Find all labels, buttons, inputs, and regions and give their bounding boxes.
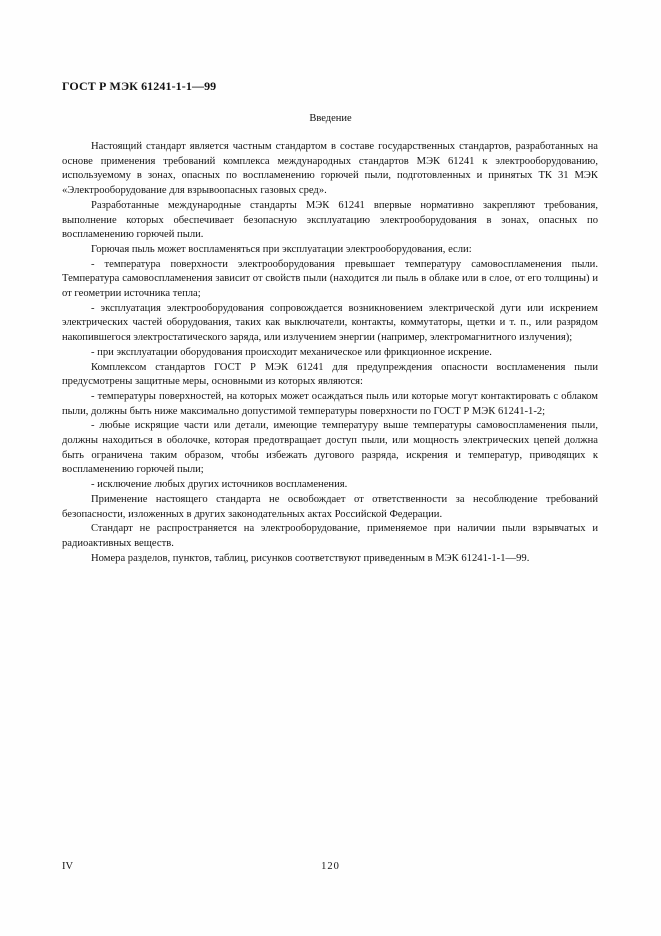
list-item: - исключение любых других источников воспламенения. [91,479,348,491]
document-code: ГОСТ Р МЭК 61241-1-1—99 [62,79,217,93]
section-title: Введение [309,113,352,124]
body-text [62,140,598,566]
list-item: - при эксплуатации оборудования происходит механическое или фрикционное искрение. [91,346,492,358]
list-item: - температура поверхности электрооборудования превышает температуру самовоспламенения пыли. Температура самовоспламенения зависит от свойств пыли (находится ли пыль в облаке или в слое, от его толщины) и от геометрии источника тепла; [62,258,598,300]
paragraph: Разработанные международные стандарты МЭК 61241 впервые нормативно закрепляют требования, выполнение которых обеспечивает безопасную эксплуатацию электрооборудования в зонах, опасных по воспламенению горючей пыли. [62,199,598,241]
paragraph: Применение настоящего стандарта не освобождает от ответственности за несоблюдение требований безопасности, изложенных в других законодательных актах Российской Федерации. [62,493,598,520]
paragraph: Номера разделов, пунктов, таблиц, рисунков соответствуют приведенным в МЭК 61241-1-1—99. [91,552,530,564]
list-item: - любые искрящие части или детали, имеющие температуру выше температуры самовоспламенения пыли, должны находиться в оболочке, которая предотвращает доступ пыли, или мощность электрических цепей должна быть ограничена таким образом, чтобы избежать дугового разряда, искрения и температур, приводящих к воспламенению горючей пыли; [62,420,598,476]
paragraph: Стандарт не распространяется на электрооборудование, применяемое при наличии пыли взрывчатых и радиоактивных веществ. [62,523,598,549]
list-item: - температуры поверхностей, на которых может осаждаться пыль или которые могут контактировать с облаком пыли, должны быть ниже максимально допустимой температуры поверхности по ГОСТ Р МЭК 61241-1-2; [62,390,598,417]
paragraph: Настоящий стандарт является частным стандартом в составе государственных стандартов, разработанных на основе применения требований комплекса международных стандартов МЭК 61241 к электрооборудованию, используемому в зонах, опасных по воспламенению горючей пыли, подготовленных и принятых ТК 31 МЭК «Электрооборудование для взрывоопасных газовых сред». [62,141,598,197]
list-item: - эксплуатация электрооборудования сопровождается возникновением электрической дуги или искрением электрических частей оборудования, таких как выключатели, контакты, коммутаторы, щетки и т. п., или разрядом накопившегося электростатического заряда, или излучением энергии (например, электромагнитного излучения); [62,302,598,344]
paragraph: Горючая пыль может воспламеняться при эксплуатации электрооборудования, если: [91,243,472,255]
page-number: 120 [321,861,340,872]
section-roman-numeral: IV [62,861,74,872]
paragraph: Комплексом стандартов ГОСТ Р МЭК 61241 для предупреждения опасности воспламенения пыли предусмотрены защитные меры, основными из которых являются: [62,361,598,388]
